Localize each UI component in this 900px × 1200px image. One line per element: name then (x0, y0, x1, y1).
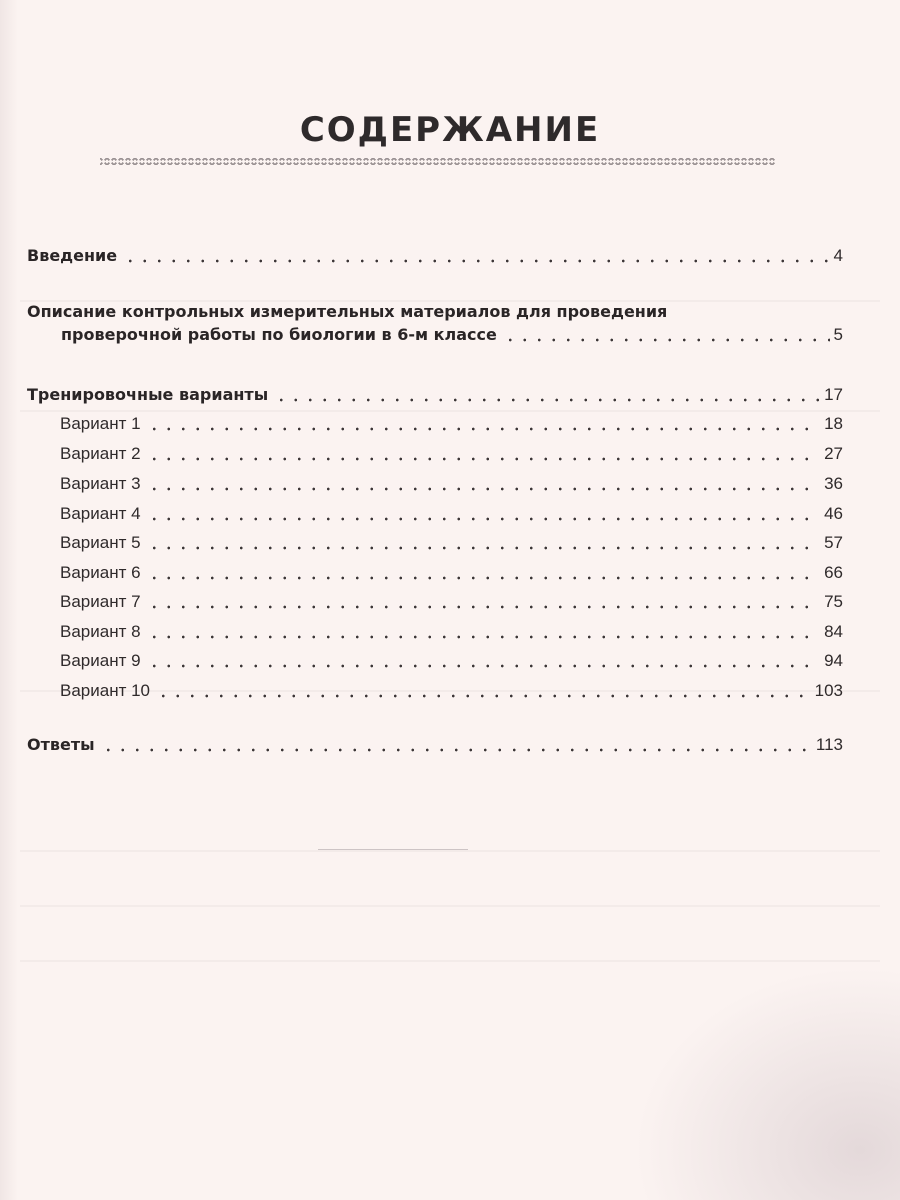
toc-entry-label: Вариант 4 (60, 504, 141, 523)
toc-entry-intro[interactable] (27, 245, 843, 267)
toc-page-number: 17 (824, 385, 843, 404)
dot-leader (274, 398, 820, 402)
dot-leader (123, 259, 829, 263)
toc-page-number: 75 (824, 592, 843, 611)
dot-leader (147, 635, 821, 639)
dot-leader (503, 338, 830, 342)
title-ornament-divider (100, 156, 776, 166)
toc-page-number: 94 (824, 651, 843, 670)
toc-entry-description[interactable] (27, 300, 843, 346)
toc-entry-label: Вариант 1 (60, 414, 141, 433)
toc-page-number: 46 (824, 504, 843, 523)
toc-page-number: 27 (824, 444, 843, 463)
toc-entry-label: Вариант 10 (60, 681, 151, 700)
dot-leader (147, 487, 821, 491)
page-title: СОДЕРЖАНИЕ (299, 110, 601, 150)
toc-entry-label: Вариант 9 (60, 651, 141, 670)
toc-page-number: 5 (833, 325, 843, 344)
dot-leader (147, 664, 821, 668)
toc-entry-label: Введение (27, 246, 118, 265)
toc-entry-label: Вариант 6 (60, 563, 141, 582)
show-through-line (20, 960, 880, 962)
toc-entry-label: Вариант 8 (60, 622, 141, 641)
toc-entry-variant-5[interactable] (60, 532, 843, 554)
show-through-line (20, 850, 880, 852)
toc-page-number: 113 (815, 735, 843, 754)
toc-entry-variant-6[interactable] (60, 562, 843, 584)
toc-entry-variant-8[interactable] (60, 621, 843, 643)
dot-leader (147, 517, 821, 521)
dot-leader (147, 457, 821, 461)
dot-leader (147, 576, 821, 580)
dot-leader (147, 605, 821, 609)
toc-page-number: 18 (824, 414, 843, 433)
toc-entry-variant-4[interactable] (60, 503, 843, 525)
toc-entry-variant-10[interactable] (60, 680, 843, 702)
show-through-line (20, 410, 880, 412)
toc-entry-answers[interactable] (27, 734, 843, 756)
toc-entry-variant-1[interactable] (60, 413, 843, 435)
toc-entry-variant-9[interactable] (60, 650, 843, 672)
toc-page-number: 103 (814, 681, 843, 700)
toc-entry-label-line2: проверочной работы по биологии в 6-м классе (61, 325, 497, 344)
toc-entry-variant-2[interactable] (60, 443, 843, 465)
toc-page-number: 57 (824, 533, 843, 552)
pencil-mark (318, 849, 468, 850)
dot-leader (147, 546, 821, 550)
toc-entry-variant-7[interactable] (60, 591, 843, 613)
toc-entry-label: Вариант 5 (60, 533, 141, 552)
toc-entry-label: Вариант 3 (60, 474, 141, 493)
toc-entry-label: Вариант 2 (60, 444, 141, 463)
toc-entry-variant-3[interactable] (60, 473, 843, 495)
show-through-line (20, 905, 880, 907)
toc-entry-training-variants[interactable] (27, 384, 843, 406)
toc-page-number: 36 (824, 474, 843, 493)
toc-page-number: 84 (824, 622, 843, 641)
dot-leader (147, 427, 821, 431)
toc-page-number: 66 (824, 563, 843, 582)
toc-page-number: 4 (833, 246, 843, 265)
toc-entry-label: Вариант 7 (60, 592, 141, 611)
dot-leader (101, 748, 812, 752)
toc-entry-label-line1: Описание контрольных измерительных материалов для проведения (27, 302, 668, 321)
dot-leader (156, 694, 811, 698)
toc-entry-label: Ответы (27, 735, 95, 754)
toc-entry-label: Тренировочные варианты (27, 385, 269, 404)
